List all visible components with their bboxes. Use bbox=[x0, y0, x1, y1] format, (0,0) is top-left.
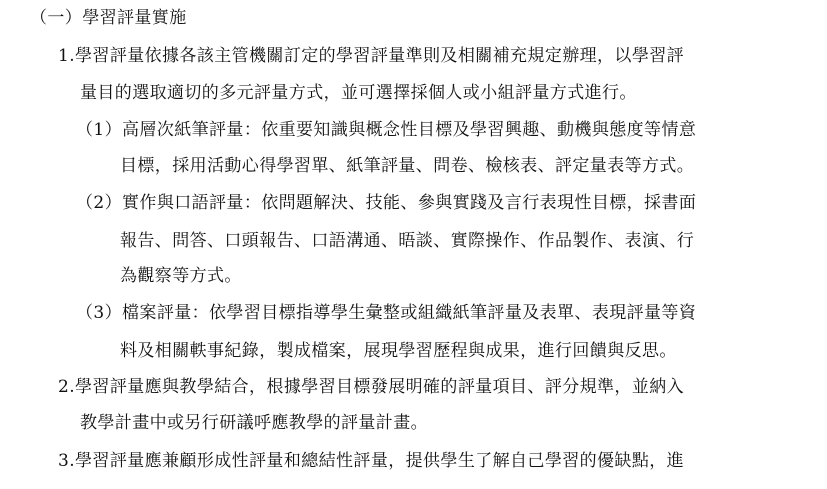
list-item-3-line-1: 3.學習評量應兼顧形成性評量和總結性評量，提供學生了解自己學習的優缺點，進 bbox=[58, 451, 685, 471]
list-item-2-line-1: 2.學習評量應與教學結合，根據學習目標發展明確的評量項目、評分規準，並納入 bbox=[58, 377, 685, 397]
sub-item-1-line-2: 目標，採用活動心得學習單、紙筆評量、問卷、檢核表、評定量表等方式。 bbox=[120, 156, 695, 176]
section-title: （一）學習評量實施 bbox=[30, 8, 187, 28]
list-item-2-line-2: 教學計畫中或另行研議呼應教學的評量計畫。 bbox=[80, 413, 428, 433]
sub-item-1-line-1: （1）高層次紙筆評量：依重要知識與概念性目標及學習興趣、動機與態度等情意 bbox=[76, 120, 697, 140]
sub-item-2-line-3: 為觀察等方式。 bbox=[120, 266, 242, 286]
sub-item-3-line-1: （3）檔案評量：依學習目標指導學生彙整或組織紙筆評量及表單、表現評量等資 bbox=[76, 303, 697, 323]
list-item-1-line-1: 1.學習評量依據各該主管機關訂定的學習評量準則及相關補充規定辦理，以學習評 bbox=[58, 46, 685, 66]
list-item-1-line-2: 量目的選取適切的多元評量方式，並可選擇採個人或小組評量方式進行。 bbox=[80, 83, 637, 103]
sub-item-3-line-2: 料及相關軼事紀錄，製成檔案，展現學習歷程與成果，進行回饋與反思。 bbox=[120, 341, 677, 361]
sub-item-2-line-2: 報告、問答、口頭報告、口語溝通、晤談、實際操作、作品製作、表演、行 bbox=[120, 231, 695, 251]
sub-item-2-line-1: （2）實作與口語評量：依問題解決、技能、參與實踐及言行表現性目標，採書面 bbox=[76, 193, 697, 213]
